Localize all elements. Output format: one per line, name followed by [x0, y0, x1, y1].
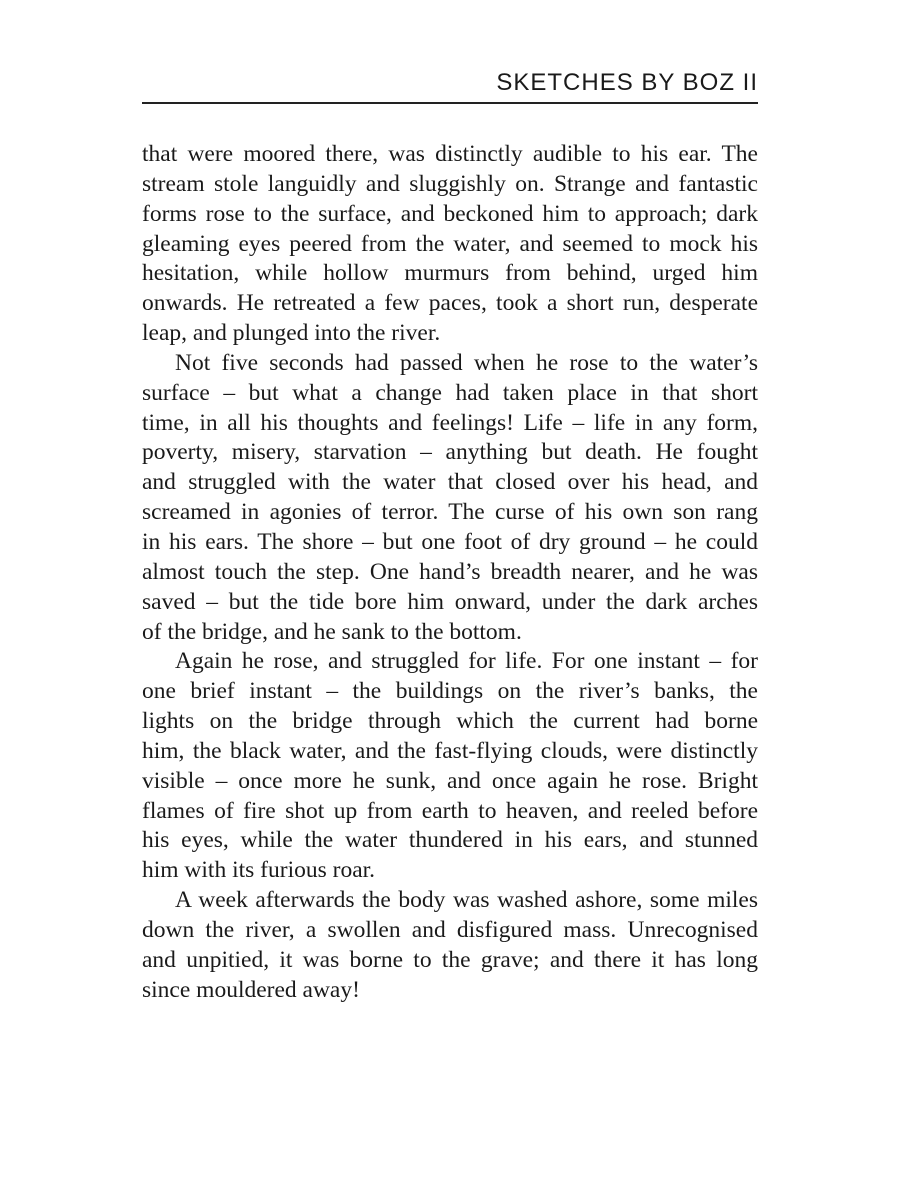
text-line: hesitation, while hollow murmurs from behind, urged him: [142, 260, 758, 287]
text-line: gleaming eyes peered from the water, and seemed to mock his: [142, 230, 758, 257]
text-line: visible – once more he sunk, and once again he rose. Bright: [142, 767, 758, 794]
text-line: Again he rose, and struggled for life. For one instant – for: [175, 648, 758, 675]
text-line: A week afterwards the body was washed ashore, some miles: [175, 887, 758, 914]
text-line: lights on the bridge through which the current had borne: [142, 708, 758, 735]
paragraph: [142, 349, 758, 647]
text-line: leap, and plunged into the river.: [142, 320, 441, 347]
text-line: that were moored there, was distinctly audible to his ear. The: [142, 141, 758, 167]
text-line: onwards. He retreated a few paces, took a short run, desperate: [142, 290, 758, 317]
text-line: and unpitied, it was borne to the grave; and there it has long: [142, 946, 758, 973]
text-line: saved – but the tide bore him onward, under the dark arches: [142, 588, 758, 615]
text-line: poverty, misery, starvation – anything but death. He fought: [142, 439, 758, 466]
text-line: one brief instant – the buildings on the river’s banks, the: [142, 678, 758, 705]
text-line: and struggled with the water that closed over his head, and: [142, 469, 758, 496]
text-line: since mouldered away!: [142, 976, 360, 1003]
text-line: flames of fire shot up from earth to heaven, and reeled before: [142, 797, 758, 824]
text-line: time, in all his thoughts and feelings! Life – life in any form,: [142, 409, 758, 436]
paragraph: [142, 140, 758, 349]
paragraph: [142, 647, 758, 886]
text-line: him, the black water, and the fast-flying clouds, were distinctly: [142, 737, 758, 764]
body-text: [142, 140, 758, 1005]
text-line: down the river, a swollen and disfigured mass. Unrecognised: [142, 916, 758, 943]
text-line: surface – but what a change had taken place in that short: [142, 379, 758, 406]
running-head: [142, 66, 758, 104]
text-line: in his ears. The shore – but one foot of dry ground – he could: [142, 528, 758, 555]
text-line: of the bridge, and he sank to the bottom.: [142, 618, 522, 645]
text-line: him with its furious roar.: [142, 857, 376, 884]
paragraph: [142, 886, 758, 1005]
text-line: forms rose to the surface, and beckoned him to approach; dark: [142, 200, 758, 227]
text-line: almost touch the step. One hand’s breadth nearer, and he was: [142, 558, 758, 585]
text-line: his eyes, while the water thundered in his ears, and stunned: [142, 827, 758, 854]
running-head-title: SKETCHES BY BOZ II: [496, 69, 758, 96]
text-line: stream stole languidly and sluggishly on. Strange and fantastic: [142, 170, 758, 197]
text-line: screamed in agonies of terror. The curse of his own son rang: [142, 499, 758, 526]
text-line: Not five seconds had passed when he rose to the water’s: [175, 349, 758, 376]
